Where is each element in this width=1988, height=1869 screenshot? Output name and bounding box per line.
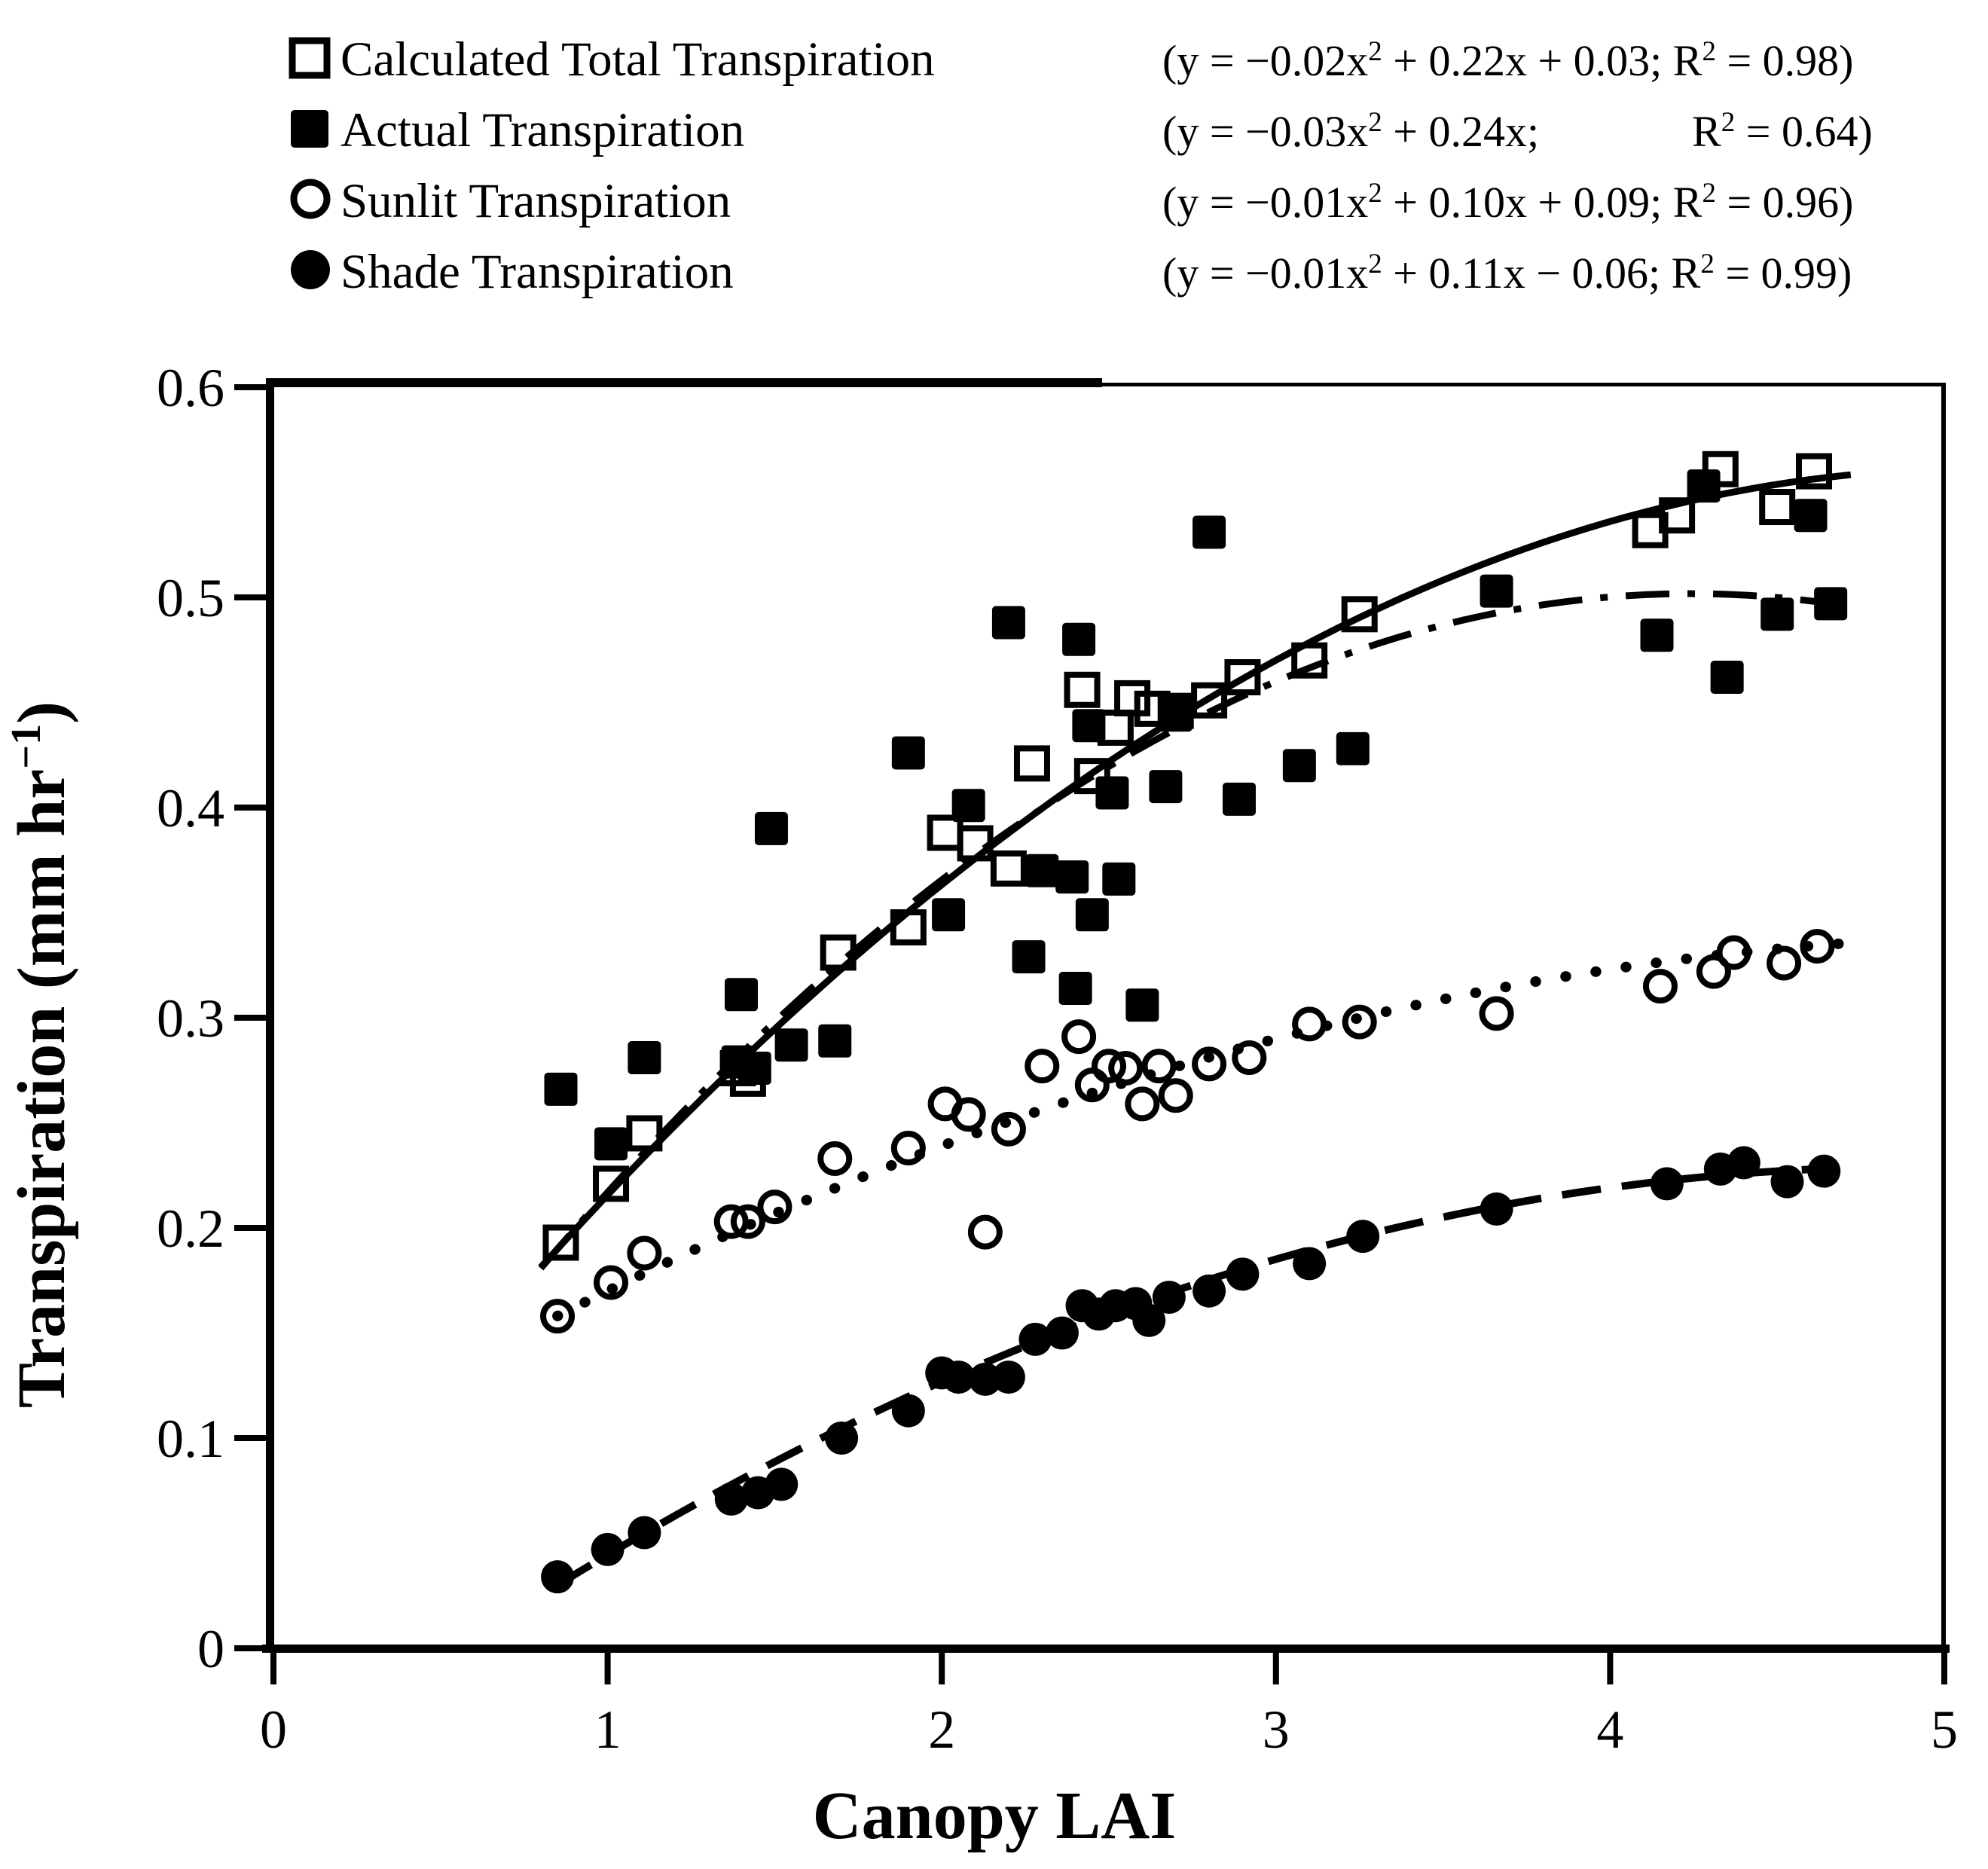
marker-actual <box>1025 854 1058 887</box>
filled-circle-icon <box>291 250 330 289</box>
y-tick-label: 0.2 <box>157 1199 224 1259</box>
scatter-points <box>541 454 1847 1593</box>
marker-actual <box>1072 709 1105 742</box>
marker-sunlit <box>760 1193 789 1221</box>
legend-label-actual: Actual Transpiration <box>340 103 745 157</box>
marker-shade <box>1192 1275 1226 1308</box>
plot-top-border-thin <box>1102 383 1946 386</box>
marker-actual <box>932 898 965 931</box>
marker-actual <box>1062 623 1095 656</box>
marker-actual <box>1192 516 1226 549</box>
marker-actual <box>544 1073 577 1106</box>
y-tick-label: 0.1 <box>157 1409 224 1469</box>
marker-calculated-total <box>1067 675 1098 705</box>
marker-sunlit <box>630 1238 658 1267</box>
plot-frame <box>262 378 1950 1653</box>
marker-actual <box>1102 863 1135 896</box>
y-tick-label: 0 <box>197 1619 224 1679</box>
marker-actual <box>1159 698 1192 731</box>
marker-calculated-total <box>1017 748 1047 778</box>
marker-shade <box>628 1516 661 1550</box>
marker-shade <box>1346 1220 1379 1253</box>
marker-sunlit <box>1770 948 1798 977</box>
marker-sunlit <box>1235 1043 1263 1072</box>
marker-actual <box>1480 575 1513 608</box>
open-square-icon <box>292 41 327 75</box>
marker-sunlit <box>1162 1081 1190 1110</box>
x-tick <box>605 1653 611 1684</box>
marker-shade <box>1727 1147 1760 1180</box>
marker-shade <box>765 1467 798 1501</box>
marker-actual <box>1641 618 1674 652</box>
marker-shade <box>541 1560 574 1593</box>
legend-label-calculated-total: Calculated Total Transpiration <box>340 32 935 87</box>
marker-actual <box>892 736 925 769</box>
x-tick-label: 0 <box>260 1700 287 1760</box>
x-axis-title: Canopy LAI <box>812 1779 1177 1853</box>
x-axis-line <box>262 1645 1950 1653</box>
marker-shade <box>1046 1317 1079 1350</box>
plot-top-border-thick <box>266 378 1102 387</box>
marker-actual <box>1059 972 1092 1005</box>
y-tick <box>234 594 266 600</box>
marker-shade <box>892 1394 925 1428</box>
marker-shade <box>992 1361 1025 1394</box>
equation-sunlit: ($y = -0.01x^2 + 0.10x + 0.09$; $R^2 = 0.96$) <box>1162 178 1854 227</box>
marker-actual <box>1336 732 1370 765</box>
marker-shade <box>1293 1247 1326 1280</box>
marker-actual <box>1125 988 1159 1022</box>
marker-actual <box>1794 499 1828 532</box>
marker-actual <box>738 1052 771 1085</box>
marker-actual <box>1283 749 1316 782</box>
marker-actual <box>775 1028 808 1061</box>
marker-shade <box>1807 1155 1840 1188</box>
marker-actual <box>1223 783 1256 816</box>
x-tick <box>270 1653 276 1684</box>
marker-sunlit <box>971 1218 1000 1247</box>
legend-label-shade: Shade Transpiration <box>340 245 734 299</box>
marker-actual <box>1012 940 1046 973</box>
marker-calculated-total <box>930 817 960 847</box>
y-tick-label: 0.3 <box>157 988 224 1049</box>
open-circle-icon <box>294 182 327 215</box>
marker-actual <box>1055 860 1089 893</box>
marker-shade <box>1651 1167 1684 1200</box>
y-tick <box>234 1225 266 1231</box>
x-tick-label: 2 <box>928 1700 956 1760</box>
marker-actual <box>1760 597 1794 631</box>
x-tick <box>1273 1653 1279 1684</box>
marker-calculated-total <box>1762 492 1792 522</box>
y-axis-title: Transpiration (mm $hr^{-1}$) <box>3 701 79 1409</box>
marker-sunlit <box>894 1134 923 1162</box>
marker-actual <box>1076 898 1109 931</box>
marker-actual <box>992 606 1025 639</box>
marker-calculated-total <box>994 854 1024 884</box>
y-tick <box>234 1015 266 1021</box>
y-tick <box>234 1435 266 1441</box>
x-tick <box>1941 1653 1947 1684</box>
y-axis-line <box>266 380 274 1652</box>
marker-actual <box>1095 776 1128 809</box>
x-tick <box>939 1653 945 1684</box>
marker-sunlit <box>1028 1052 1056 1080</box>
marker-actual <box>818 1025 851 1058</box>
marker-shade <box>1771 1165 1804 1199</box>
legend-label-sunlit: Sunlit Transpiration <box>340 174 731 228</box>
y-tick <box>234 1645 266 1651</box>
marker-actual <box>1711 661 1744 694</box>
x-tick-label: 4 <box>1596 1700 1624 1760</box>
x-tick <box>1607 1653 1613 1684</box>
filled-square-icon <box>291 110 328 148</box>
marker-sunlit <box>1295 1009 1324 1038</box>
marker-actual <box>1687 469 1721 502</box>
legend <box>291 32 1873 299</box>
marker-sunlit <box>1145 1052 1174 1080</box>
marker-calculated-total <box>1117 683 1147 713</box>
marker-sunlit <box>1128 1089 1156 1118</box>
marker-shade <box>591 1533 624 1566</box>
x-tick-label: 3 <box>1262 1700 1290 1760</box>
marker-shade <box>1226 1257 1259 1290</box>
plot-right-border <box>1941 383 1946 1648</box>
marker-sunlit <box>1646 972 1675 1000</box>
x-tick-label: 5 <box>1931 1700 1958 1760</box>
marker-actual <box>755 812 788 845</box>
marker-sunlit <box>1483 999 1511 1028</box>
x-tick-label: 1 <box>594 1700 621 1760</box>
marker-actual <box>952 789 985 822</box>
marker-actual <box>1814 587 1847 620</box>
equation-calculated-total: ($y = -0.02x^2 + 0.22x + 0.03$; $R^2 = 0.98$) <box>1162 36 1854 85</box>
y-tick-label: 0.4 <box>157 778 224 838</box>
marker-actual <box>628 1041 661 1074</box>
y-tick-label: 0.6 <box>157 358 224 418</box>
fit-curve-shade <box>557 1168 1837 1585</box>
y-tick-label: 0.5 <box>157 568 224 628</box>
marker-actual <box>1149 770 1182 803</box>
marker-sunlit <box>1064 1022 1093 1051</box>
marker-shade <box>825 1422 858 1455</box>
marker-sunlit <box>820 1144 849 1173</box>
y-tick <box>234 805 266 811</box>
marker-actual <box>725 978 758 1011</box>
marker-shade <box>1480 1193 1513 1226</box>
marker-shade <box>1153 1281 1186 1314</box>
marker-actual <box>594 1127 628 1160</box>
y-tick <box>234 384 266 390</box>
equation-shade: ($y = -0.01x^2 + 0.11x - 0.06$; $R^2 = 0.99$) <box>1162 249 1852 298</box>
equation-actual: ($y = -0.03x^2 + 0.24x$; $R^2 = 0.64$) <box>1162 107 1873 156</box>
